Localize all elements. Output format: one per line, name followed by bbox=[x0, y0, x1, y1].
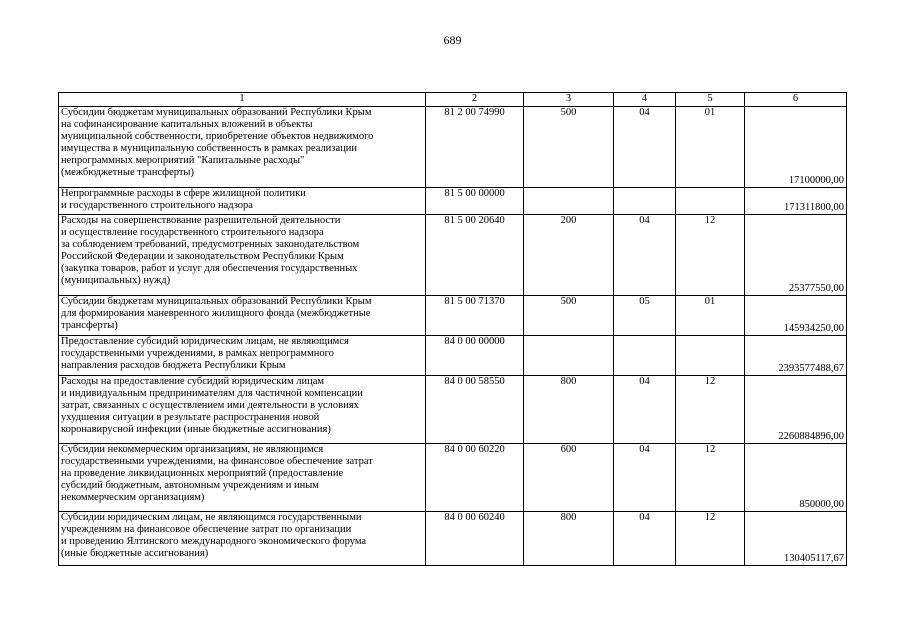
description-line: (межбюджетные трансферты) bbox=[61, 167, 194, 178]
description-line: государственными учреждениями, на финансовое обеспечение затрат bbox=[61, 456, 373, 467]
description-line: и проведению Ялтинского международного экономического форума bbox=[61, 536, 367, 547]
description-line: Субсидии бюджетам муниципальных образований Республики Крым bbox=[61, 107, 372, 118]
description-line: для формирования маневренного жилищного фонда (межбюджетные bbox=[61, 308, 371, 319]
subsection-code bbox=[676, 336, 745, 376]
target-article-code: 81 5 00 00000 bbox=[426, 188, 524, 215]
description-line: непрограммных мероприятий "Капитальные расходы" bbox=[61, 155, 305, 166]
subsection-code bbox=[676, 188, 745, 215]
expense-type-code: 600 bbox=[524, 444, 614, 512]
column-header: 2 bbox=[426, 93, 524, 107]
description-line: Расходы на совершенствование разрешительной деятельности bbox=[61, 215, 341, 226]
amount-cell: 171311800,00 bbox=[745, 188, 847, 215]
table-row bbox=[59, 296, 847, 336]
description-line: (закупка товаров, работ и услуг для обеспечения государственных bbox=[61, 263, 358, 274]
description-line: на проведение ликвидационных мероприятий (предоставление bbox=[61, 468, 344, 479]
table-row bbox=[59, 376, 847, 444]
section-code: 04 bbox=[614, 215, 676, 296]
description-line: Непрограммные расходы в сфере жилищной политики bbox=[61, 188, 306, 199]
table-header-row bbox=[59, 93, 847, 107]
description-line: ухудшения ситуации в результате распространения новой bbox=[61, 412, 320, 423]
column-header: 6 bbox=[745, 93, 847, 107]
expense-type-code bbox=[524, 188, 614, 215]
row-description bbox=[59, 215, 426, 296]
column-header: 3 bbox=[524, 93, 614, 107]
table-row bbox=[59, 188, 847, 215]
row-description bbox=[59, 336, 426, 376]
expense-type-code bbox=[524, 336, 614, 376]
description-line: субсидий бюджетным, автономным учреждениям и иным bbox=[61, 480, 319, 491]
row-description bbox=[59, 512, 426, 566]
row-description bbox=[59, 107, 426, 188]
target-article-code: 81 5 00 20640 bbox=[426, 215, 524, 296]
table-row bbox=[59, 215, 847, 296]
subsection-code: 12 bbox=[676, 512, 745, 566]
description-line: Субсидии бюджетам муниципальных образований Республики Крым bbox=[61, 296, 372, 307]
description-line: за соблюдением требований, предусмотренных законодательством bbox=[61, 239, 360, 250]
section-code: 05 bbox=[614, 296, 676, 336]
section-code bbox=[614, 336, 676, 376]
description-line: Расходы на предоставление субсидий юридическим лицам bbox=[61, 376, 325, 387]
section-code: 04 bbox=[614, 512, 676, 566]
description-line: Российской Федерации и законодательством Республики Крым bbox=[61, 251, 344, 262]
description-line: и индивидуальным предпринимателям для частичной компенсации bbox=[61, 388, 363, 399]
description-line: муниципальной собственности, приобретение объектов недвижимого bbox=[61, 131, 374, 142]
expense-type-code: 800 bbox=[524, 376, 614, 444]
amount-cell: 130405117,67 bbox=[745, 512, 847, 566]
subsection-code: 12 bbox=[676, 215, 745, 296]
description-line: (муниципальных) нужд) bbox=[61, 275, 171, 286]
amount-cell: 2393577488,67 bbox=[745, 336, 847, 376]
table-row bbox=[59, 336, 847, 376]
target-article-code: 81 2 00 74990 bbox=[426, 107, 524, 188]
section-code: 04 bbox=[614, 444, 676, 512]
description-line: на софинансирование капитальных вложений в объекты bbox=[61, 119, 313, 130]
target-article-code: 84 0 00 58550 bbox=[426, 376, 524, 444]
expense-type-code: 200 bbox=[524, 215, 614, 296]
row-description bbox=[59, 444, 426, 512]
table-row bbox=[59, 107, 847, 188]
description-line: имущества в муниципальную собственность в рамках реализации bbox=[61, 143, 357, 154]
description-line: некоммерческим организациям) bbox=[61, 492, 205, 503]
column-header: 5 bbox=[676, 93, 745, 107]
subsection-code: 01 bbox=[676, 107, 745, 188]
section-code: 04 bbox=[614, 376, 676, 444]
description-line: трансферты) bbox=[61, 320, 118, 331]
target-article-code: 84 0 00 60220 bbox=[426, 444, 524, 512]
description-line: Субсидии некоммерческим организациям, не являющимся bbox=[61, 444, 324, 455]
row-description bbox=[59, 376, 426, 444]
section-code: 04 bbox=[614, 107, 676, 188]
page-number: 689 bbox=[443, 33, 462, 47]
target-article-code: 84 0 00 00000 bbox=[426, 336, 524, 376]
column-header: 1 bbox=[59, 93, 426, 107]
expense-type-code: 800 bbox=[524, 512, 614, 566]
subsection-code: 12 bbox=[676, 376, 745, 444]
column-header: 4 bbox=[614, 93, 676, 107]
description-line: и осуществление государственного строительного надзора bbox=[61, 227, 324, 238]
amount-cell: 145934250,00 bbox=[745, 296, 847, 336]
section-code bbox=[614, 188, 676, 215]
description-line: учреждениям на финансовое обеспечение затрат по организации bbox=[61, 524, 352, 535]
subsection-code: 01 bbox=[676, 296, 745, 336]
target-article-code: 81 5 00 71370 bbox=[426, 296, 524, 336]
target-article-code: 84 0 00 60240 bbox=[426, 512, 524, 566]
description-line: коронавирусной инфекции (иные бюджетные ассигнования) bbox=[61, 424, 331, 435]
description-line: Предоставление субсидий юридическим лицам, не являющимся bbox=[61, 336, 349, 347]
description-line: направления расходов бюджета Республики Крым bbox=[61, 360, 286, 371]
expense-type-code: 500 bbox=[524, 107, 614, 188]
table-row bbox=[59, 444, 847, 512]
description-line: затрат, связанных с осуществлением ими деятельности в условиях bbox=[61, 400, 359, 411]
budget-table bbox=[58, 92, 847, 566]
description-line: (иные бюджетные ассигнования) bbox=[61, 548, 209, 559]
row-description bbox=[59, 296, 426, 336]
description-line: государственными учреждениями, в рамках непрограммного bbox=[61, 348, 334, 359]
amount-cell: 17100000,00 bbox=[745, 107, 847, 188]
expense-type-code: 500 bbox=[524, 296, 614, 336]
amount-cell: 850000,00 bbox=[745, 444, 847, 512]
amount-cell: 25377550,00 bbox=[745, 215, 847, 296]
amount-cell: 2260884896,00 bbox=[745, 376, 847, 444]
row-description bbox=[59, 188, 426, 215]
table-row bbox=[59, 512, 847, 566]
subsection-code: 12 bbox=[676, 444, 745, 512]
description-line: Субсидии юридическим лицам, не являющимся государственными bbox=[61, 512, 362, 523]
description-line: и государственного строительного надзора bbox=[61, 200, 253, 211]
